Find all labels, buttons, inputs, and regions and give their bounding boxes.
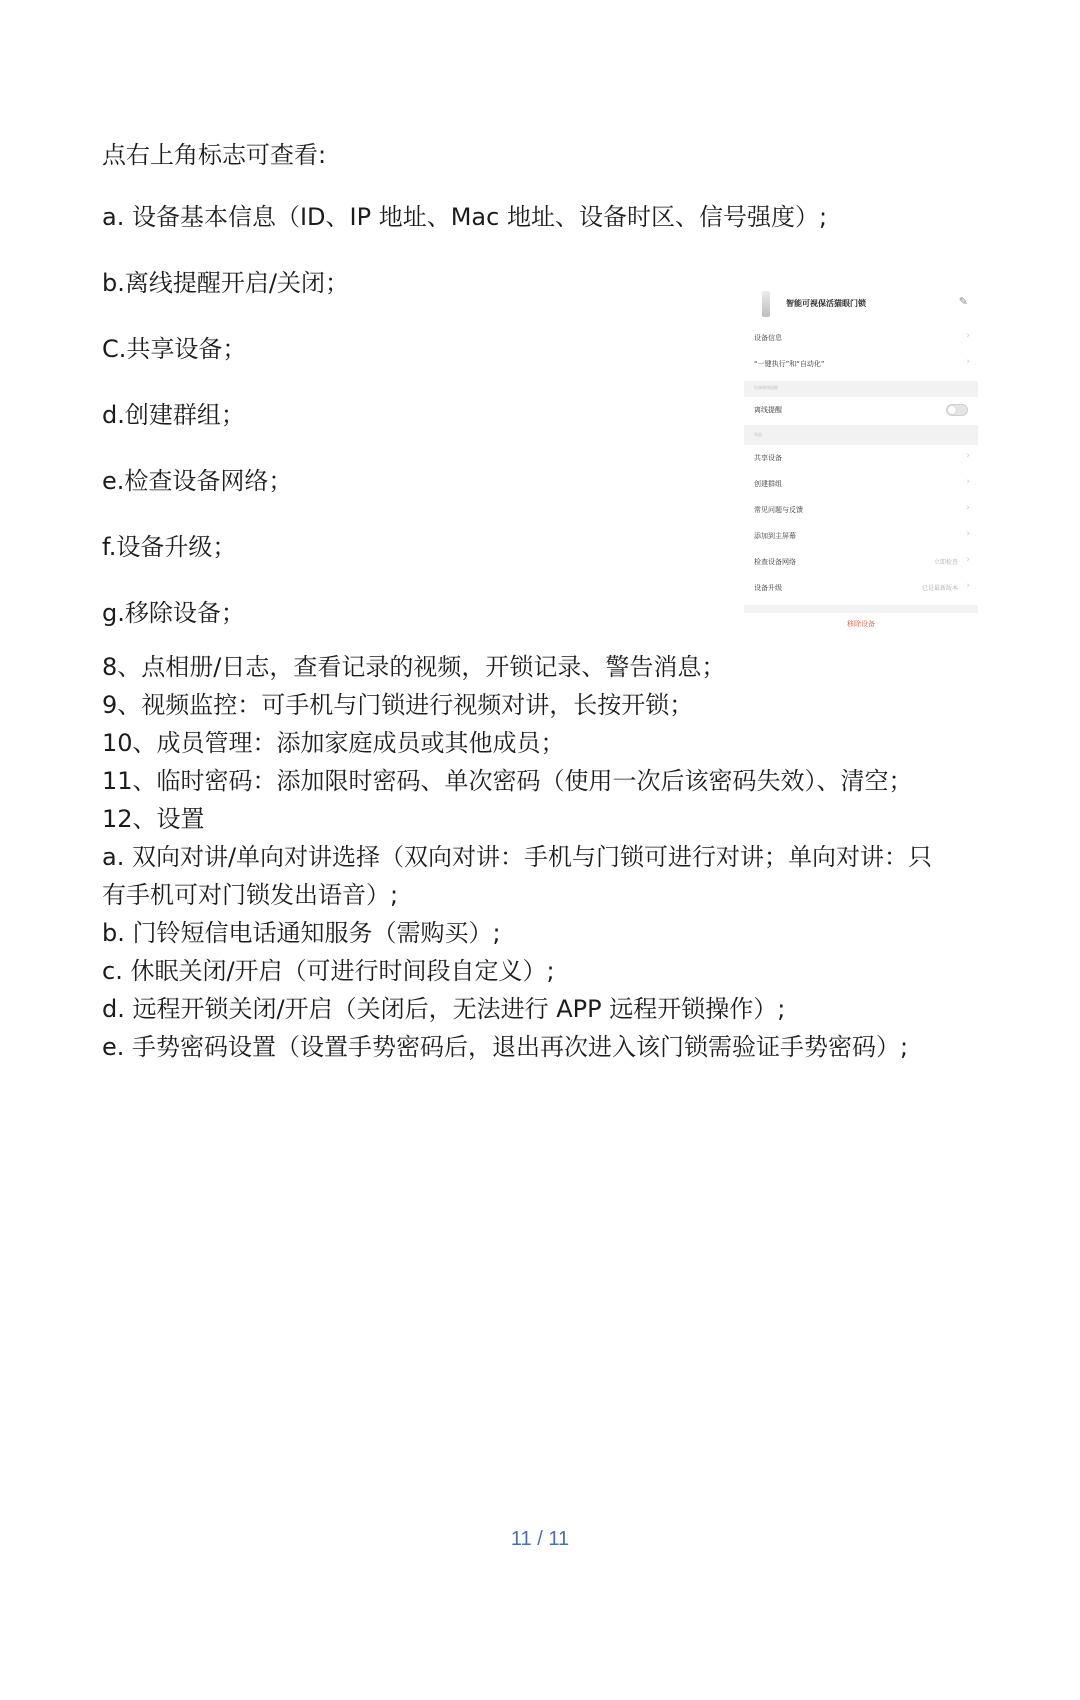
row-label: 创建群组 xyxy=(754,480,782,488)
setting-intercom-cont: 有手机可对门锁发出语音）; xyxy=(102,881,399,909)
setting-gesture-password: e. 手势密码设置（设置手势密码后，退出再次进入该门锁需验证手势密码）; xyxy=(102,1033,909,1061)
view-item-basic-info: a. 设备基本信息（ID、IP 地址、Mac 地址、设备时区、信号强度）; xyxy=(102,203,828,231)
view-item-check-network: e.检查设备网络； xyxy=(102,467,293,495)
section-header-offline xyxy=(744,381,978,397)
step-12: 12、设置 xyxy=(102,805,205,833)
row-label: “一键执行”和“自动化” xyxy=(754,360,825,368)
step-8: 8、点相册/日志，查看记录的视频，开锁记录、警告消息； xyxy=(102,653,726,681)
setting-remote-unlock: d. 远程开锁关闭/开启（关闭后，无法进行 APP 远程开锁操作）; xyxy=(102,995,786,1023)
view-item-create-group: d.创建群组； xyxy=(102,401,245,429)
pencil-icon[interactable]: ✎ xyxy=(958,295,968,308)
row-label: 常见问题与反馈 xyxy=(754,506,803,514)
row-faq[interactable] xyxy=(744,497,978,523)
row-label: 设备信息 xyxy=(754,334,782,342)
row-upgrade[interactable] xyxy=(744,575,978,601)
view-item-remove-device: g.移除设备； xyxy=(102,599,245,627)
chevron-right-icon: › xyxy=(966,529,970,539)
intro-text: 点右上角标志可查看: xyxy=(102,141,327,169)
row-automation[interactable] xyxy=(744,351,978,377)
screenshot-header xyxy=(744,285,978,323)
row-label: 检查设备网络 xyxy=(754,558,796,566)
view-item-offline-reminder: b.离线提醒开启/关闭； xyxy=(102,269,349,297)
offline-reminder-toggle[interactable] xyxy=(946,404,968,416)
chevron-right-icon: › xyxy=(966,477,970,487)
page-number: 11 / 11 xyxy=(510,1528,570,1550)
chevron-right-icon: › xyxy=(966,357,970,367)
row-device-info[interactable] xyxy=(744,325,978,351)
section-label: 设备离线提醒 xyxy=(754,385,778,390)
step-9: 9、视频监控：可手机与门锁进行视频对讲，长按开锁； xyxy=(102,691,694,719)
row-share-device[interactable] xyxy=(744,445,978,471)
section-label: 其他 xyxy=(754,432,762,437)
row-value: 立即检查 xyxy=(933,559,958,566)
row-offline-reminder xyxy=(744,397,978,423)
app-settings-screenshot xyxy=(744,285,978,647)
section-header-other xyxy=(744,425,978,445)
row-label: 离线提醒 xyxy=(754,406,782,414)
row-label: 添加到主屏幕 xyxy=(754,532,796,540)
row-create-group[interactable] xyxy=(744,471,978,497)
setting-doorbell-notify: b. 门铃短信电话通知服务（需购买）; xyxy=(102,919,501,947)
setting-intercom: a. 双向对讲/单向对讲选择（双向对讲：手机与门锁可进行对讲；单向对讲：只 xyxy=(102,843,933,871)
chevron-right-icon: › xyxy=(966,331,970,341)
remove-device-button[interactable]: 移除设备 xyxy=(847,620,875,628)
chevron-right-icon: › xyxy=(966,555,970,565)
section-divider xyxy=(744,605,978,613)
view-item-upgrade: f.设备升级； xyxy=(102,533,237,561)
step-10: 10、成员管理：添加家庭成员或其他成员； xyxy=(102,729,565,757)
row-check-network[interactable] xyxy=(744,549,978,575)
toggle-knob xyxy=(948,406,956,414)
view-item-share-device: C.共享设备； xyxy=(102,335,247,363)
screenshot-device-title: 智能可视保活猫眼门锁 xyxy=(786,299,866,308)
row-add-home[interactable] xyxy=(744,523,978,549)
row-value: 已是最新版本 xyxy=(921,585,958,592)
chevron-right-icon: › xyxy=(966,503,970,513)
row-label: 设备升级 xyxy=(754,584,782,592)
step-11: 11、临时密码：添加限时密码、单次密码（使用一次后该密码失效）、清空； xyxy=(102,767,913,795)
chevron-right-icon: › xyxy=(966,451,970,461)
setting-sleep: c. 休眠关闭/开启（可进行时间段自定义）; xyxy=(102,957,555,985)
row-label: 共享设备 xyxy=(754,454,782,462)
chevron-right-icon: › xyxy=(966,581,970,591)
door-lock-thumbnail xyxy=(762,291,770,317)
